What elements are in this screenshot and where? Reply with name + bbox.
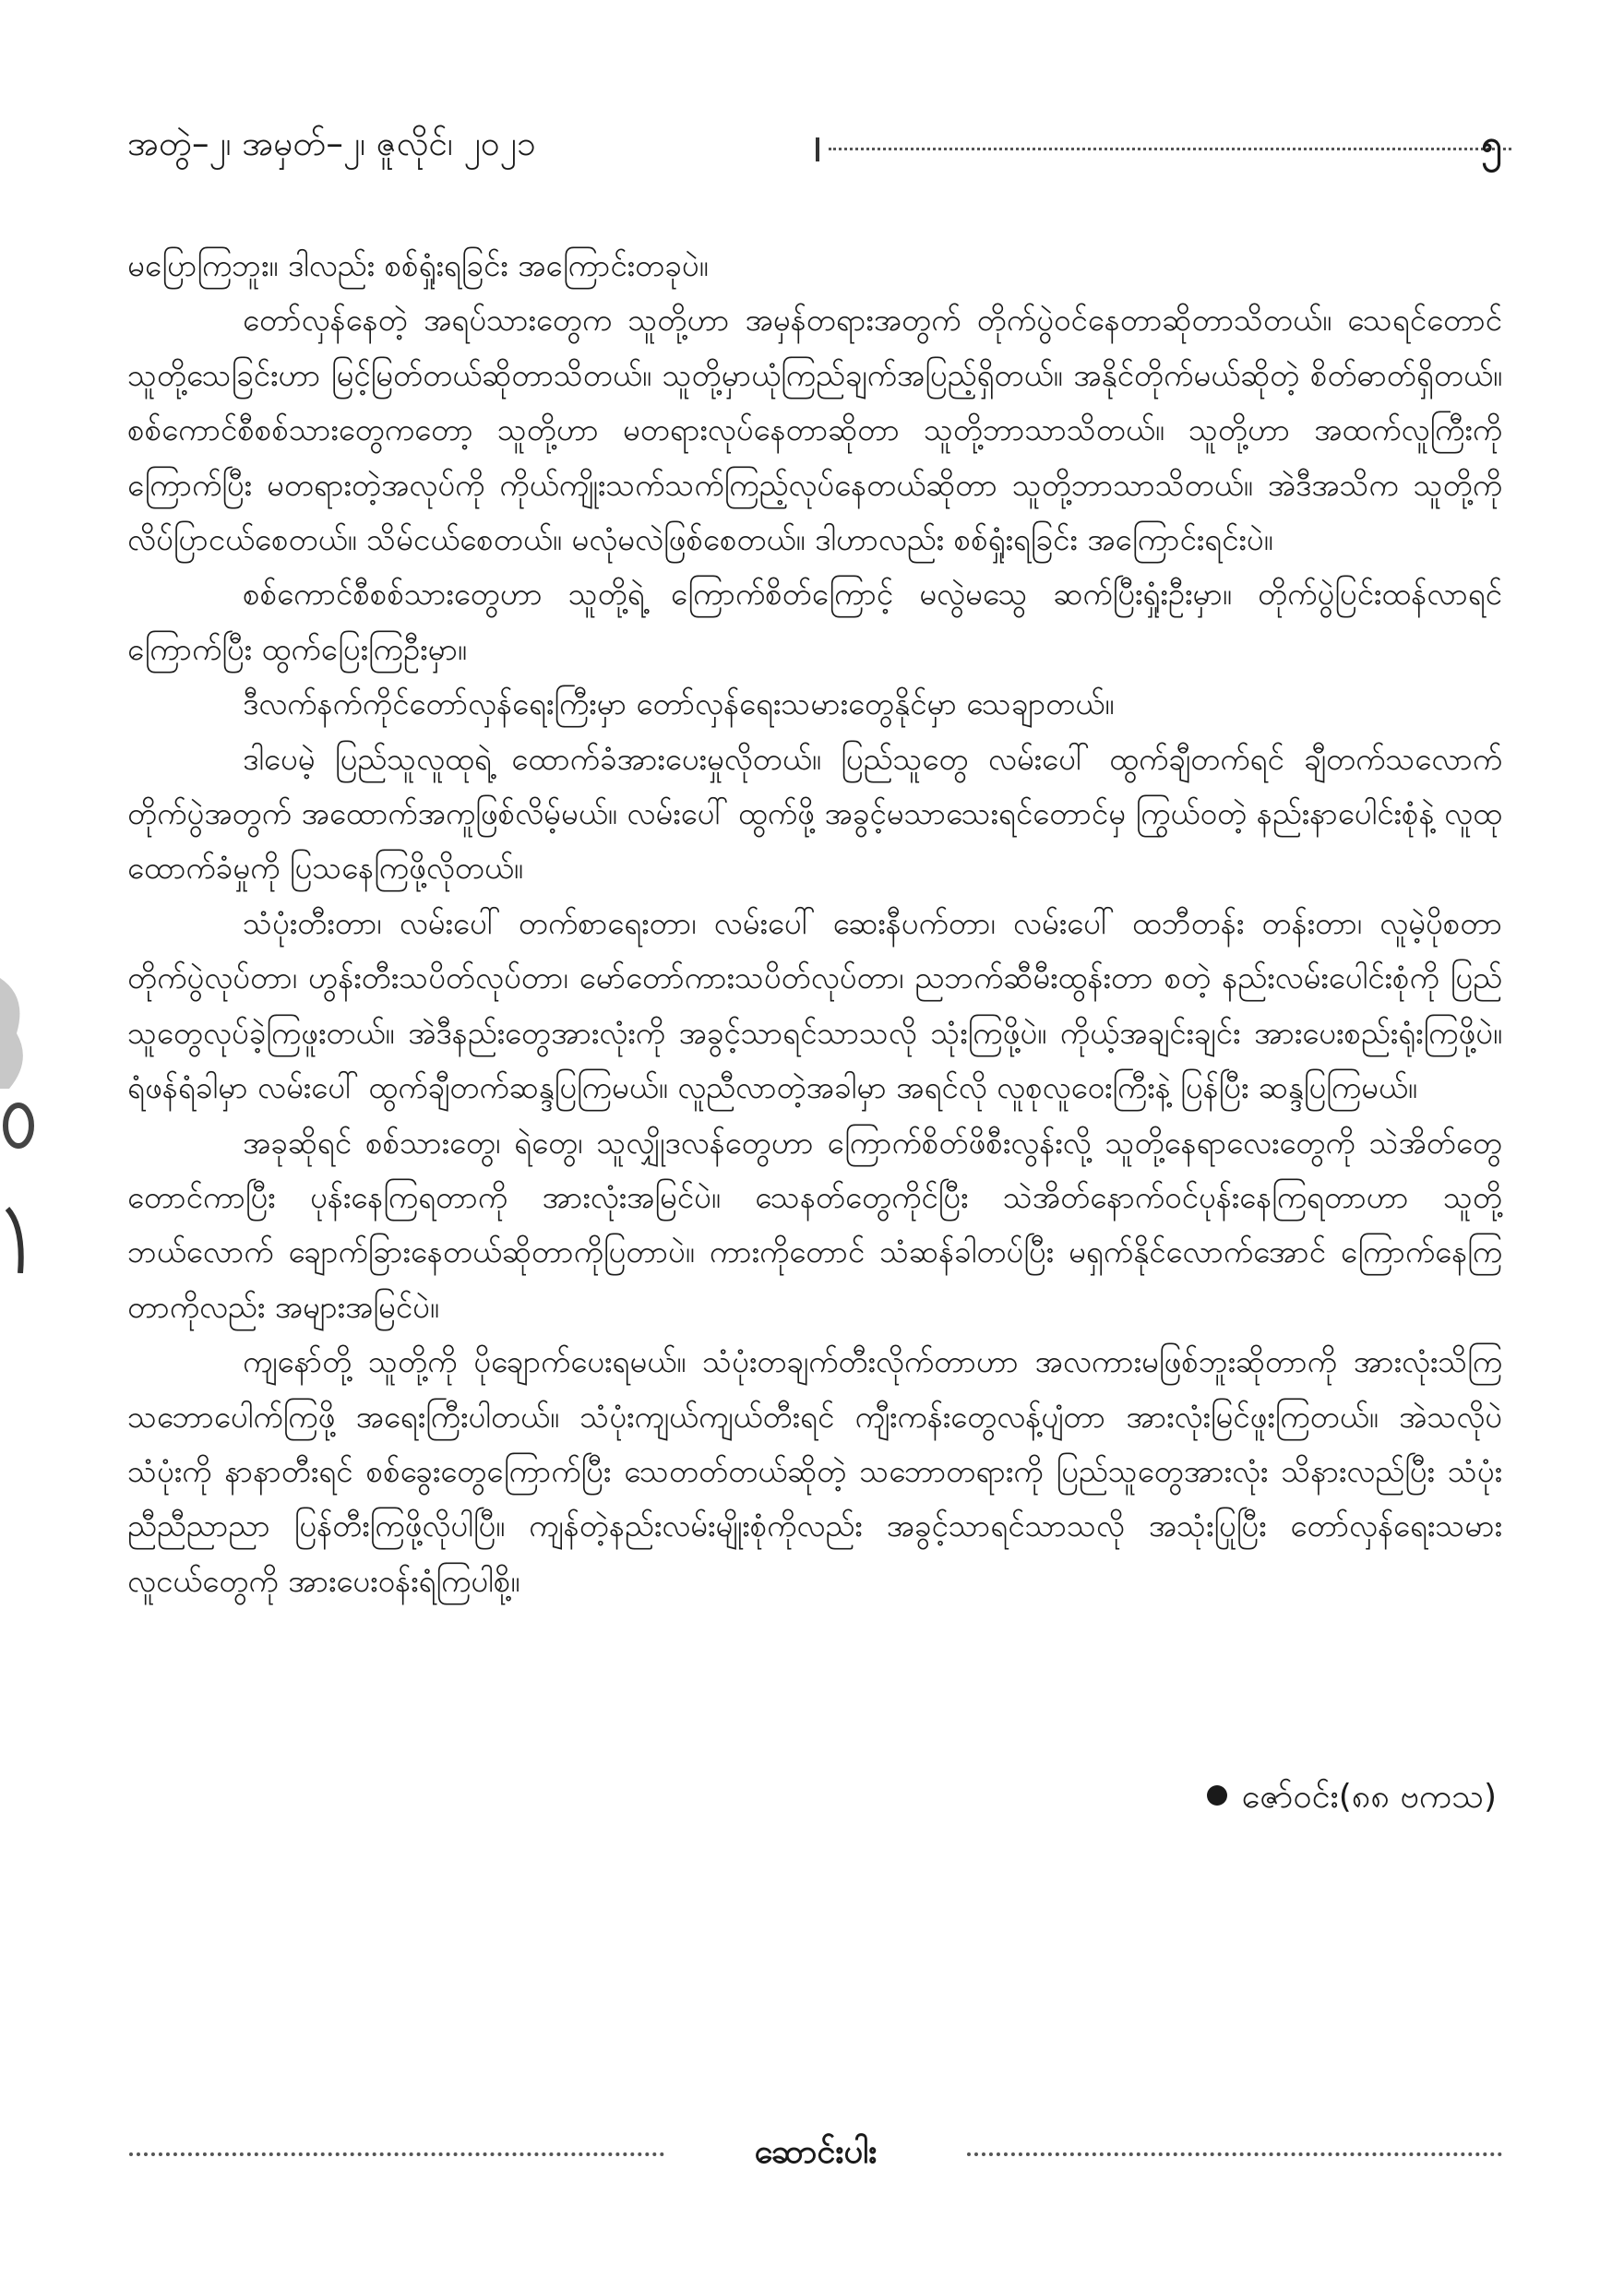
paragraph: ကျနော်တို့ သူတို့ကို ပိုချောက်ပေးရမယ်။ သံပုံးတချက်တီးလိုက်တာဟာ အလကားမဖြစ်ဘူးဆိုတာကို အားလုံးသိကြ သဘောပေါက်ကြဖို့ အရေးကြီးပါတယ်။ သံပုံးကျယ်ကျယ်တီးရင် ကျီးကန်းတွေလန့်ပျံတာ အားလုံးမြင်ဖူးကြတယ်။ အဲသလိုပဲ သံပုံးကို နာနာတီးရင် စစ်ခွေးတွေကြောက်ပြီး သေတတ်တယ်ဆိုတဲ့ သဘောတရားကို ပြည်သူတွေအားလုံး သိနားလည်ပြီး သံပုံး ညီညီညာညာ ပြန်တီးကြဖို့လိုပါပြီ။ ကျန်တဲ့နည်းလမ်းမျိုးစုံကိုလည်း အခွင့်သာရင်သာသလို အသုံးပြုပြီး တော်လှန်ရေးသမားလူငယ်တွေကို အားပေးဝန်းရံကြပါစို့။: [127, 1343, 1502, 1599]
article-body: [127, 238, 1502, 1608]
paragraph: မပြောကြဘူး။ ဒါလည်း စစ်ရှုံးရခြင်း အကြောင်းတခုပဲ။: [127, 247, 709, 283]
author-byline: [1207, 1770, 1497, 1825]
binding-shadow-artifact: [0, 978, 37, 1273]
paragraph: ဒါပေမဲ့ ပြည်သူလူထုရဲ့ ထောက်ခံအားပေးမှုလိုတယ်။ ပြည်သူတွေ လမ်းပေါ် ထွက်ချီတက်ရင် ချီတက်သလောက် တိုက်ပွဲအတွက် အထောက်အကူဖြစ်လိမ့်မယ်။ လမ်းပေါ် ထွက်ဖို့ အခွင့်မသာသေးရင်တောင်မှ ကြွယ်ဝတဲ့ နည်းနာပေါင်းစုံနဲ့ လူထုထောက်ခံမှုကို ပြသနေကြဖို့လိုတယ်။: [127, 740, 1502, 887]
running-header: [127, 116, 1502, 172]
paragraph: စစ်ကောင်စီစစ်သားတွေဟာ သူတို့ရဲ့ ကြောက်စိတ်ကြောင့် မလွဲမသွေ ဆက်ပြီးရှုံးဦးမှာ။ တိုက်ပွဲပြင်းထန်လာရင် ကြောက်ပြီး ထွက်ပြေးကြဦးမှာ။: [127, 576, 1502, 667]
header-dotted-rule: [829, 148, 1511, 150]
bullet-icon: [1207, 1785, 1227, 1806]
paragraph: အခုဆိုရင် စစ်သားတွေ၊ ရဲတွေ၊ သူလျှိုဒလန်တွေဟာ ကြောက်စိတ်ဖိစီးလွန်းလို့ သူတို့နေရာလေးတွေကို သဲအိတ်တွေတောင်ကာပြီး ပုန်းနေကြရတာကို အားလုံးအမြင်ပဲ။ သေနတ်တွေကိုင်ပြီး သဲအိတ်နောက်ဝင်ပုန်းနေကြရတာဟာ သူတို့ ဘယ်လောက် ချောက်ခြားနေတယ်ဆိုတာကိုပြတာပဲ။ ကားကိုတောင် သံဆန်ခါတပ်ပြီး မရှက်နိုင်လောက်အောင် ကြောက်နေကြတာကိုလည်း အများအမြင်ပဲ။: [127, 1124, 1502, 1325]
page-number: ၅: [1481, 123, 1502, 165]
paragraph: သံပုံးတီးတာ၊ လမ်းပေါ် တက်စာရေးတာ၊ လမ်းပေါ် ဆေးနီပက်တာ၊ လမ်းပေါ် ထဘီတန်း တန်းတာ၊ လူမဲ့ပိုစတာတိုက်ပွဲလုပ်တာ၊ ဟွန်းတီးသပိတ်လုပ်တာ၊ မော်တော်ကားသပိတ်လုပ်တာ၊ ညဘက်ဆီမီးထွန်းတာ စတဲ့ နည်းလမ်းပေါင်းစုံကို ပြည်သူတွေလုပ်ခဲ့ကြဖူးတယ်။ အဲဒီနည်းတွေအားလုံးကို အခွင့်သာရင်သာသလို သုံးကြဖို့ပဲ။ ကိုယ့်အချင်းချင်း အားပေးစည်းရုံးကြဖို့ပဲ။ ရံဖန်ရံခါမှာ လမ်းပေါ် ထွက်ချီတက်ဆန္ဒပြကြမယ်။ လူညီလာတဲ့အခါမှာ အရင်လို လူစုလူဝေးကြီးနဲ့ ပြန်ပြီး ဆန္ဒပြကြမယ်။: [127, 904, 1502, 1106]
author-name: ဇော်ဝင်း(၈၈ ဗကသ): [1241, 1778, 1497, 1816]
running-footer: [129, 2125, 1502, 2180]
paragraph: တော်လှန်နေတဲ့ အရပ်သားတွေက သူတို့ဟာ အမှန်တရားအတွက် တိုက်ပွဲဝင်နေတာဆိုတာသိတယ်။ သေရင်တောင် သူတို့သေခြင်းဟာ မြင့်မြတ်တယ်ဆိုတာသိတယ်။ သူတို့မှာယုံကြည်ချက်အပြည့်ရှိတယ်။ အနိုင်တိုက်မယ်ဆိုတဲ့ စိတ်ဓာတ်ရှိတယ်။ စစ်ကောင်စီစစ်သားတွေကတော့ သူတို့ဟာ မတရားလုပ်နေတာဆိုတာ သူတို့ဘာသာသိတယ်။ သူတို့ဟာ အထက်လူကြီးကိုကြောက်ပြီး မတရားတဲ့အလုပ်ကို ကိုယ်ကျိုးသက်သက်ကြည့်လုပ်နေတယ်ဆိုတာ သူတို့ဘာသာသိတယ်။ အဲဒီအသိက သူတို့ကို လိပ်ပြာငယ်စေတယ်။ သိမ်ငယ်စေတယ်။ မလုံမလဲဖြစ်စေတယ်။ ဒါဟာလည်း စစ်ရှုံးရခြင်း အကြောင်းရင်းပဲ။: [127, 302, 1502, 558]
section-label: ဆောင်းပါး: [754, 2133, 878, 2171]
footer-dotted-rule-right: [967, 2152, 1502, 2156]
paragraph: ဒီလက်နက်ကိုင်တော်လှန်ရေးကြီးမှာ တော်လှန်ရေးသမားတွေနိုင်မှာ သေချာတယ်။: [243, 686, 1115, 722]
issue-title: အတွဲ–၂၊ အမှတ်–၂၊ ဇူလိုင်၊ ၂၀၂၁: [127, 124, 536, 163]
